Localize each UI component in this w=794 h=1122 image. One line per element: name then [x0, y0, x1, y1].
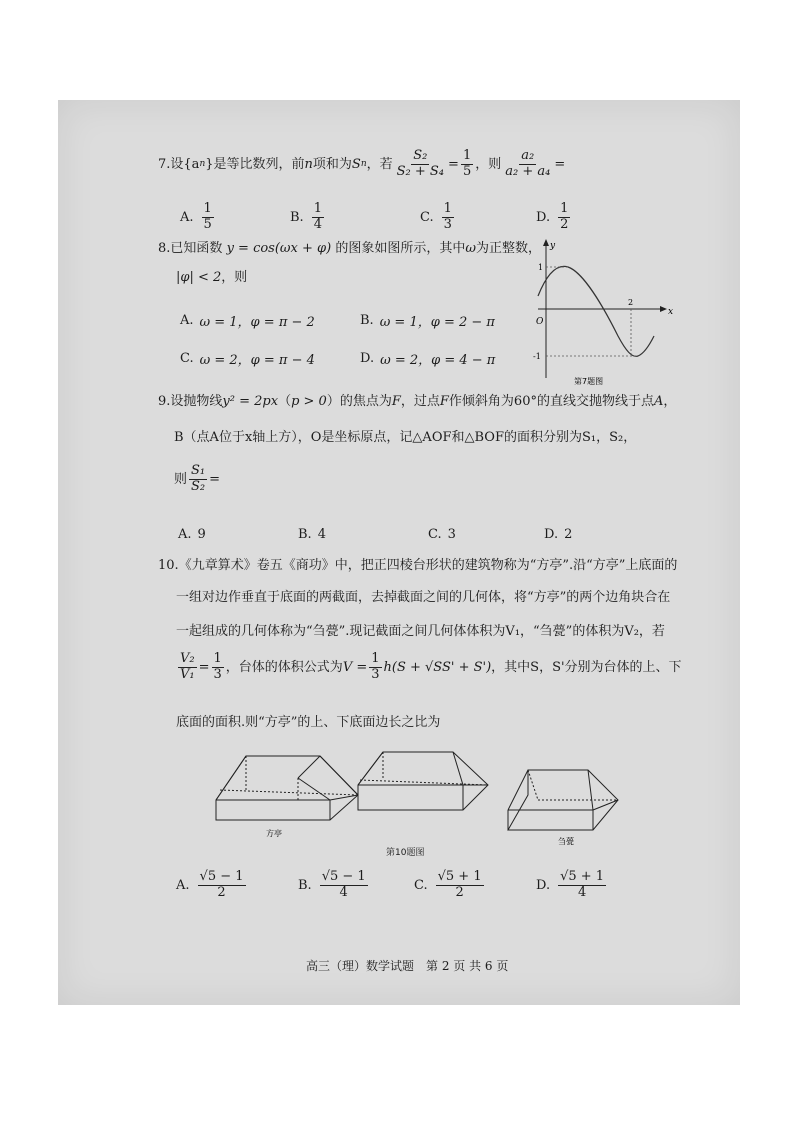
q7-option-c[interactable]: C. $\frac{1}{3}$ — [420, 201, 452, 232]
chumeng-solid — [508, 770, 618, 830]
question-9-line2: B（点A位于x轴上方），O是坐标原点，记△AOF和△BOF的面积分别为S₁，S₂， — [174, 430, 637, 445]
page-footer: 高三（理）数学试题 第 2 页 共 6 页 — [306, 959, 509, 973]
question-10-line2: 一组对边作垂直于底面的两截面，去掉截面之间的几何体，将“方亭”的两个边角块合在 — [176, 590, 671, 605]
q10-formula-fraction: $\frac{1}{3}$ — [371, 651, 380, 682]
q7-option-a[interactable]: A. $\frac{1}{5}$ — [180, 201, 212, 232]
q8-option-a[interactable]: A. ω = 1，φ = π − 2 — [180, 313, 315, 330]
q7-option-b[interactable]: B. $\frac{1}{4}$ — [290, 201, 322, 232]
question-9-line3: 则 $\frac{\text{S₁}}{\text{S₂}}$ = — [174, 463, 221, 494]
q9-option-c[interactable]: C. 3 — [428, 527, 456, 542]
y-bottom-label: -1 — [533, 352, 541, 361]
q10-ratio-value: $\frac{1}{3}$ — [213, 651, 222, 682]
q9-option-b[interactable]: B. 4 — [298, 527, 326, 542]
q7-option-d[interactable]: D. $\frac{1}{2}$ — [536, 201, 569, 232]
graph-caption: 第7题图 — [574, 377, 604, 386]
origin-label: O — [536, 317, 544, 327]
q7-condition-value: $\frac{1}{5}$ — [462, 148, 472, 179]
q10-figure — [208, 740, 648, 860]
question-10-line5: 底面的面积.则“方亭”的上、下底面边长之比为 — [176, 715, 441, 730]
q8-cosine-graph — [528, 236, 678, 386]
y-axis-arrow — [543, 239, 549, 246]
x-axis-arrow — [660, 306, 667, 312]
chumeng-label: 刍甍 — [558, 837, 574, 846]
middle-cut-body — [358, 752, 488, 810]
question-9-line1: 9.设抛物线y² = 2px（p > 0）的焦点为F，过点F作倾斜角为60°的直线交抛物线于点A， — [158, 394, 677, 409]
exam-sheet — [58, 100, 740, 1005]
q10-option-c[interactable]: C. $\frac{√5 + 1}{2}$ — [414, 869, 482, 900]
q8-option-b[interactable]: B. ω = 1，φ = 2 − π — [360, 313, 495, 330]
q9-option-a[interactable]: A. 9 — [178, 527, 206, 542]
fangting-frustum — [216, 756, 358, 820]
question-10-line3: 一起组成的几何体称为“刍甍”.现记截面之间几何体体积为V₁，“刍甍”的体积为V₂，若 — [176, 624, 665, 639]
question-10-line1: 10.《九章算术》卷五《商功》中，把正四棱台形状的建筑物称为“方亭”.沿“方亭”上底面的 — [158, 558, 678, 573]
y-top-label: 1 — [538, 263, 544, 272]
question-7-stem: 7. 设{a n }是等比数列，前 n 项和为 S n ，若 $\frac{\text{S₂}}{\text{S₂ + S₄}}$ = $\frac{1}{5}$ ，则 $\frac{\text{a₂}}{\text{a₂ + a₄}}$ = — [158, 148, 566, 179]
q7-ask-fraction: $\frac{\text{a₂}}{\text{a₂ + a₄}}$ — [505, 148, 551, 179]
x-axis-label: x — [668, 307, 674, 317]
y-axis-label: y — [550, 241, 556, 251]
q9-option-d[interactable]: D. 2 — [544, 527, 573, 542]
q8-option-c[interactable]: C. ω = 2，φ = π − 4 — [180, 351, 315, 368]
question-8-stem-line2: |φ| < 2，则 — [176, 270, 248, 285]
fangting-label: 方亭 — [266, 829, 282, 838]
question-10-line4: $\frac{\text{V₂}}{\text{V₁}}$ = $\frac{1}{3}$ ，台体的体积公式为 V = $\frac{1}{3}$ h(S + √SS' + S') ，其中S，S'分别为台体的上、下 — [180, 651, 682, 682]
q9-ratio-fraction: $\frac{\text{S₁}}{\text{S₂}}$ — [191, 463, 206, 494]
q10-figure-caption: 第10题图 — [386, 848, 425, 858]
q10-option-d[interactable]: D. $\frac{√5 + 1}{4}$ — [536, 869, 605, 900]
cosine-curve — [538, 266, 654, 356]
question-8-stem-line1: 8.已知函数 y = cos(ωx + φ) 的图象如图所示，其中ω为正整数， — [158, 241, 541, 256]
q10-volume-ratio: $\frac{\text{V₂}}{\text{V₁}}$ — [180, 651, 195, 682]
q10-option-a[interactable]: A. $\frac{√5 - 1}{2}$ — [176, 869, 244, 900]
q8-option-d[interactable]: D. ω = 2，φ = 4 − π — [360, 351, 496, 368]
q10-option-b[interactable]: B. $\frac{√5 - 1}{4}$ — [298, 869, 366, 900]
q7-condition-fraction: $\frac{\text{S₂}}{\text{S₂ + S₄}}$ — [396, 148, 445, 179]
x-mark-label: 2 — [628, 298, 634, 307]
